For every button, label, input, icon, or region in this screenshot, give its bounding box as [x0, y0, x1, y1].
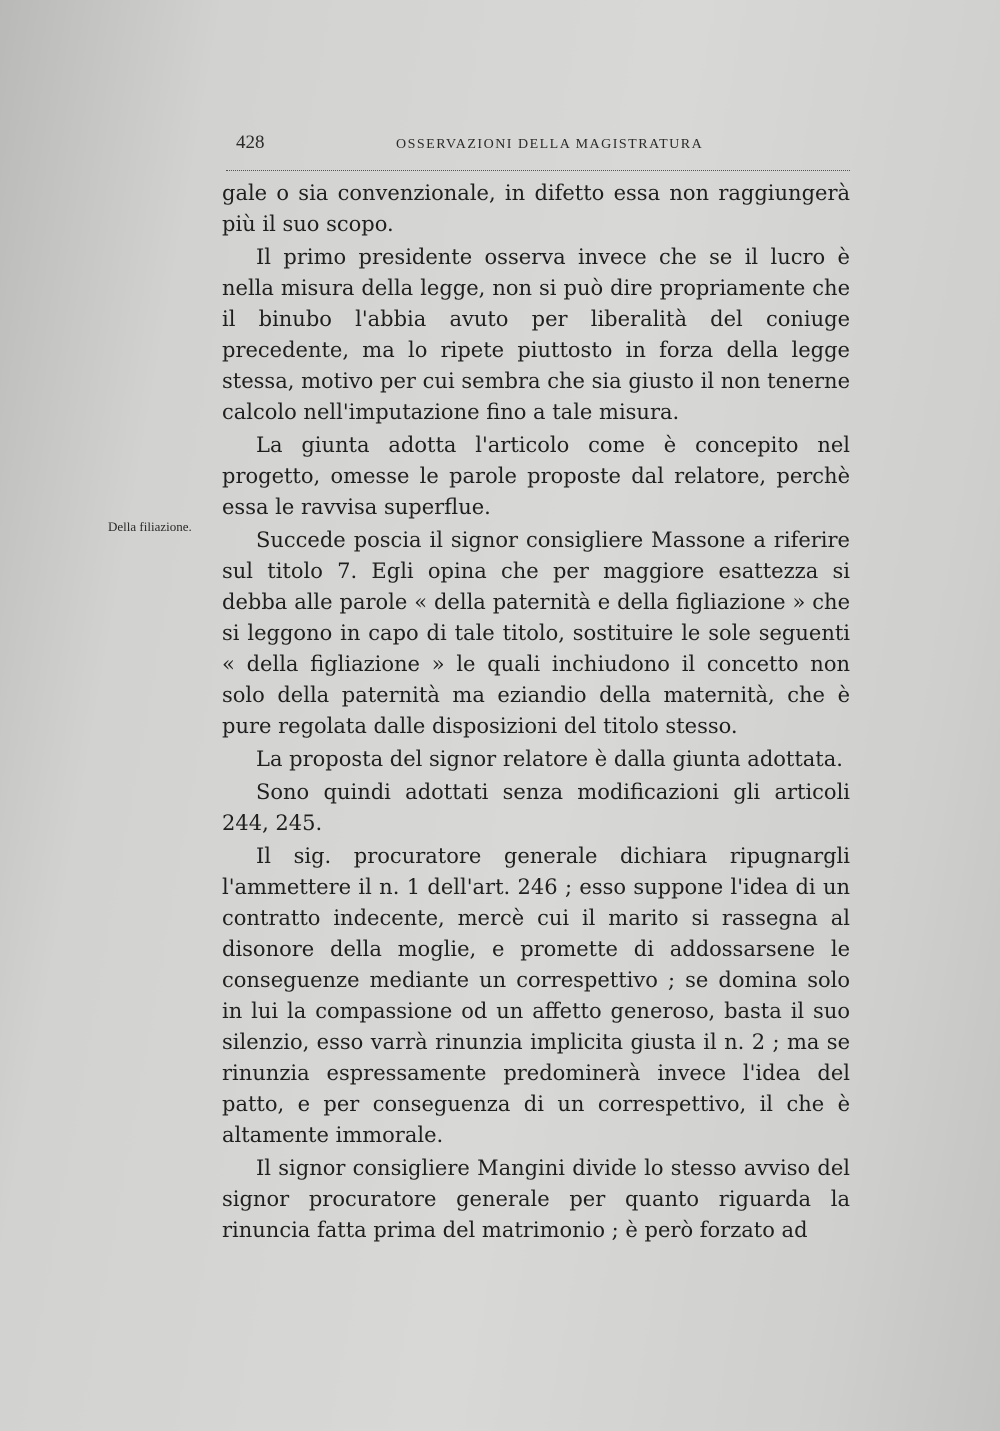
paragraph: gale o sia convenzionale, in difetto essa non raggiungerà più il suo scopo. [222, 181, 850, 236]
paragraph: Il sig. procuratore generale dichiara ripugnargli l'ammettere il n. 1 dell'art. 246 ; esso suppone l'idea di un contratto indecente, mercè cui il marito si rassegna al disonore della moglie, e promette di addossarsene le conseguenze mediante un correspettivo ; se domina solo in lui la compassione od un affetto generoso, basta il suo silenzio, esso varrà rinunzia implicita giusta il n. 2 ; ma se rinunzia espressamente predominerà invece l'idea del patto, e per conseguenza di un correspettivo, il che è altamente immorale. [222, 844, 850, 1147]
header-rule [226, 170, 850, 171]
running-title: OSSERVAZIONI DELLA MAGISTRATURA [396, 137, 704, 152]
body-text [222, 178, 850, 1246]
paragraph: Il primo presidente osserva invece che se il lucro è nella misura della legge, non si può dire propriamente che il binubo l'abbia avuto per liberalità del coniuge precedente, ma lo ripete piuttosto in forza della legge stessa, motivo per cui sembra che sia giusto il non tenerne calcolo nell'imputazione fino a tale misura. [222, 245, 850, 424]
paragraph: Succede poscia il signor consigliere Massone a riferire sul titolo 7. Egli opina che per maggiore esattezza si debba alle parole « della paternità e della figliazione » che si leggono in capo di tale titolo, sostituire le sole seguenti « della figliazione » le quali inchiudono il concetto non solo della paternità ma eziandio della maternità, che è pure regolata dalle disposizioni del titolo stesso. [222, 528, 850, 738]
page-header [236, 128, 850, 164]
paragraph: La proposta del signor relatore è dalla giunta adottata. [256, 747, 843, 771]
margin-note-filiazione: Della filiazione. [108, 519, 192, 534]
paragraph: Sono quindi adottati senza modificazioni gli articoli 244, 245. [222, 780, 850, 835]
page-number: 428 [236, 132, 265, 153]
paragraph: La giunta adotta l'articolo come è concepito nel progetto, omesse le parole proposte dal relatore, perchè essa le ravvisa superflue. [222, 433, 850, 519]
paragraph: Il signor consigliere Mangini divide lo stesso avviso del signor procuratore generale per quanto riguarda la rinuncia fatta prima del matrimonio ; è però forzato ad [222, 1156, 850, 1242]
